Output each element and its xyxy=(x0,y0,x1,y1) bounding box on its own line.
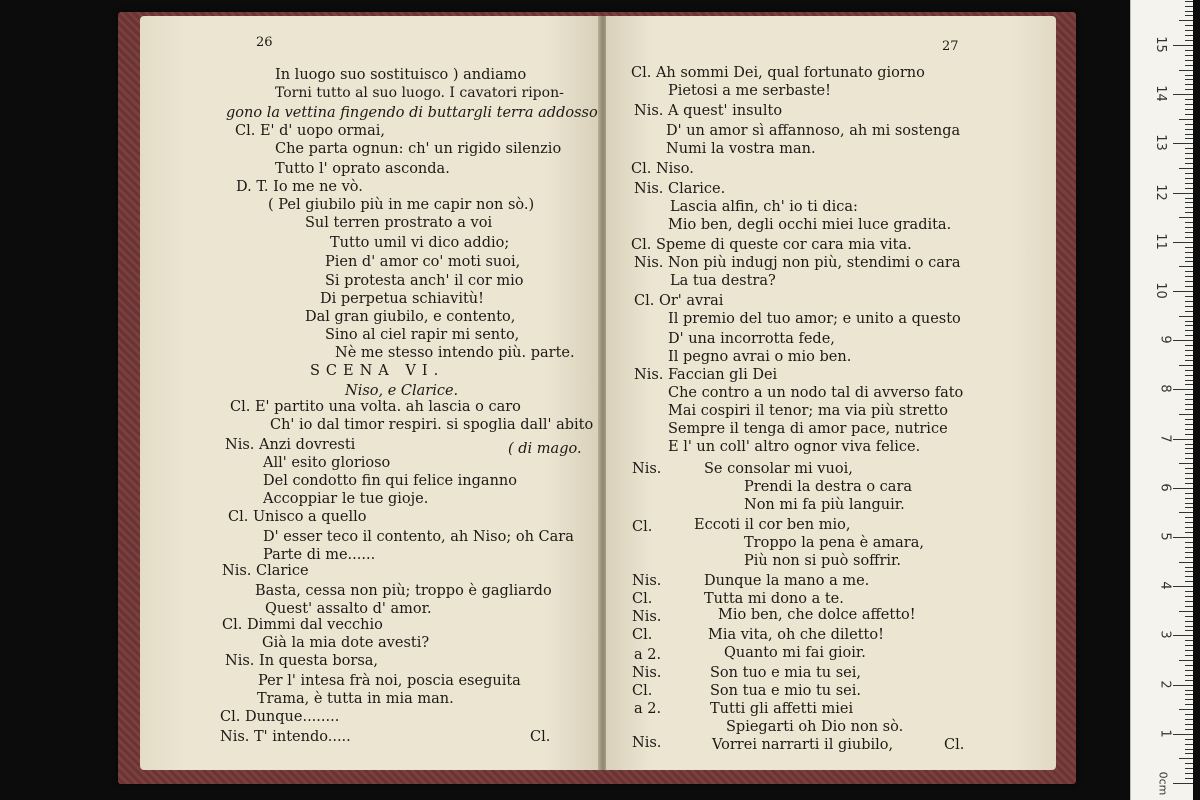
ruler-tick xyxy=(1185,50,1193,51)
text-line: Cl. E' d' uopo ormai, xyxy=(235,123,385,139)
ruler-tick xyxy=(1185,99,1193,100)
ruler-tick xyxy=(1185,163,1193,164)
text-line: Nis. xyxy=(632,609,662,625)
ruler-tick xyxy=(1185,424,1193,425)
ruler-tick xyxy=(1185,89,1193,90)
text-line: Il premio del tuo amor; e unito a questo xyxy=(668,311,961,327)
text-line: Nis. Anzi dovresti xyxy=(225,437,356,453)
text-line: Nis. Clarice xyxy=(222,563,309,579)
text-line: Pietosi a me serbaste! xyxy=(668,83,831,99)
ruler-tick xyxy=(1185,325,1193,326)
ruler-number: 4 xyxy=(1157,581,1173,590)
page-number: 27 xyxy=(942,39,959,54)
ruler-tick xyxy=(1173,734,1193,735)
text-line: Dunque la mano a me. xyxy=(704,573,870,589)
ruler-tick xyxy=(1173,45,1193,46)
ruler-tick xyxy=(1185,330,1193,331)
text-line: Mio ben, che dolce affetto! xyxy=(718,607,916,623)
ruler-tick xyxy=(1185,55,1193,56)
ruler-tick xyxy=(1173,143,1193,144)
ruler-tick xyxy=(1185,473,1193,474)
text-line: Cl. xyxy=(530,729,551,745)
ruler-tick xyxy=(1185,429,1193,430)
text-line: Nè me stesso intendo più. parte. xyxy=(335,345,575,361)
ruler-number: 2 xyxy=(1157,679,1173,689)
ruler-tick xyxy=(1185,591,1193,592)
text-line: Se consolar mi vuoi, xyxy=(704,461,853,477)
text-line: Cl. Unisco a quello xyxy=(228,509,367,525)
ruler-tick xyxy=(1179,660,1193,661)
ruler-tick xyxy=(1185,335,1193,336)
ruler-tick xyxy=(1185,306,1193,307)
ruler-tick xyxy=(1185,360,1193,361)
ruler-number: 14 xyxy=(1153,85,1169,102)
ruler-tick xyxy=(1185,498,1193,499)
ruler-tick xyxy=(1185,212,1193,213)
ruler-tick xyxy=(1173,291,1193,292)
left-page xyxy=(140,16,600,770)
ruler-tick xyxy=(1185,148,1193,149)
text-line: Di perpetua schiavitù! xyxy=(320,291,484,307)
ruler-tick xyxy=(1185,571,1193,572)
ruler-tick xyxy=(1185,6,1193,7)
ruler-tick xyxy=(1185,601,1193,602)
ruler-tick xyxy=(1179,217,1193,218)
ruler-tick xyxy=(1173,242,1193,243)
ruler-number: 13 xyxy=(1153,134,1169,152)
ruler-tick xyxy=(1179,414,1193,415)
text-line: Cl. Niso. xyxy=(631,161,694,177)
text-line: Mia vita, oh che diletto! xyxy=(708,627,884,643)
ruler-tick xyxy=(1185,567,1193,568)
ruler-tick xyxy=(1185,281,1193,282)
text-line: D' esser teco il contento, ah Niso; oh Cara xyxy=(263,529,574,545)
text-line: Cl. xyxy=(944,737,965,753)
ruler-tick xyxy=(1185,25,1193,26)
text-line: Trama, è tutta in mia man. xyxy=(257,691,454,707)
text-line: Non mi fa più languir. xyxy=(744,497,905,513)
ruler-number: 9 xyxy=(1157,335,1173,344)
ruler-tick xyxy=(1185,394,1193,395)
text-line: Cl. xyxy=(632,683,653,699)
ruler-number: 7 xyxy=(1157,433,1173,443)
text-line: D' una incorrotta fede, xyxy=(668,331,835,347)
ruler-tick xyxy=(1185,626,1193,627)
ruler-tick xyxy=(1185,675,1193,676)
ruler-tick xyxy=(1185,311,1193,312)
ruler-tick xyxy=(1173,586,1193,587)
ruler-tick xyxy=(1185,581,1193,582)
ruler-tick xyxy=(1185,134,1193,135)
ruler-number: 6 xyxy=(1157,483,1173,492)
text-line: D. T. Io me ne vò. xyxy=(236,179,363,195)
ruler-tick xyxy=(1179,463,1193,464)
ruler-tick xyxy=(1185,129,1193,130)
ruler-tick xyxy=(1179,70,1193,71)
ruler-tick xyxy=(1185,729,1193,730)
text-line: Nis. Faccian gli Dei xyxy=(634,367,778,383)
ruler-tick xyxy=(1185,158,1193,159)
text-line: Cl. Dimmi dal vecchio xyxy=(222,617,383,633)
ruler-tick xyxy=(1185,468,1193,469)
ruler-tick xyxy=(1173,439,1193,440)
text-line: Eccoti il cor ben mio, xyxy=(694,517,851,533)
ruler-tick xyxy=(1185,84,1193,85)
text-line: Dal gran giubilo, e contento, xyxy=(305,309,516,325)
ruler-tick xyxy=(1185,542,1193,543)
ruler-tick xyxy=(1185,744,1193,745)
ruler-tick xyxy=(1185,478,1193,479)
text-line: Sul terren prostrato a voi xyxy=(305,215,493,231)
ruler-tick xyxy=(1185,11,1193,12)
ruler-number: 11 xyxy=(1153,233,1169,250)
text-line: D' un amor sì affannoso, ah mi sostenga xyxy=(666,123,961,139)
ruler-tick xyxy=(1185,606,1193,607)
ruler-tick xyxy=(1185,409,1193,410)
ruler-tick xyxy=(1185,271,1193,272)
text-line: Parte di me...... xyxy=(263,547,376,563)
ruler-tick xyxy=(1185,124,1193,125)
text-line: Nis. xyxy=(632,665,662,681)
text-line: Il pegno avrai o mio ben. xyxy=(668,349,852,365)
text-line: E l' un coll' altro ognor viva felice. xyxy=(668,439,921,455)
text-line: La tua destra? xyxy=(670,273,776,289)
ruler-tick xyxy=(1185,763,1193,764)
text-line: Che contro a un nodo tal di avverso fato xyxy=(668,385,964,401)
text-line: Son tuo e mia tu sei, xyxy=(710,665,861,681)
text-line: Nis. xyxy=(632,461,662,477)
ruler-tick xyxy=(1179,709,1193,710)
ruler-tick xyxy=(1179,562,1193,563)
text-line: Cl. Or' avrai xyxy=(634,293,724,309)
ruler-tick xyxy=(1185,355,1193,356)
ruler-tick xyxy=(1185,527,1193,528)
right-page xyxy=(606,16,1056,770)
ruler-tick xyxy=(1179,611,1193,612)
text-line: Tutti gli affetti miei xyxy=(710,701,854,717)
ruler-tick xyxy=(1185,690,1193,691)
ruler-tick xyxy=(1185,714,1193,715)
ruler-number: 5 xyxy=(1157,532,1173,541)
text-line: Del condotto fin qui felice inganno xyxy=(263,473,517,489)
ruler-tick xyxy=(1185,153,1193,154)
ruler-tick xyxy=(1179,266,1193,267)
ruler-tick xyxy=(1185,493,1193,494)
ruler-tick xyxy=(1185,576,1193,577)
ruler-tick xyxy=(1185,350,1193,351)
text-line: Nis. xyxy=(632,735,662,751)
text-line: Sempre il tenga di amor pace, nutrice xyxy=(668,421,948,437)
ruler-tick xyxy=(1173,783,1193,784)
ruler-tick xyxy=(1185,444,1193,445)
text-line: Lascia alfin, ch' io ti dica: xyxy=(670,199,858,215)
ruler-tick xyxy=(1185,252,1193,253)
text-line: SCENA VI. xyxy=(310,363,445,379)
text-line: All' esito glorioso xyxy=(263,455,391,471)
ruler-tick xyxy=(1185,778,1193,779)
ruler-tick xyxy=(1185,724,1193,725)
ruler-tick xyxy=(1173,340,1193,341)
ruler-tick xyxy=(1185,301,1193,302)
ruler-tick xyxy=(1185,104,1193,105)
ruler-tick xyxy=(1185,645,1193,646)
ruler-tick xyxy=(1179,316,1193,317)
ruler-tick xyxy=(1185,232,1193,233)
ruler-tick xyxy=(1179,20,1193,21)
ruler-tick xyxy=(1185,60,1193,61)
ruler-tick xyxy=(1185,680,1193,681)
ruler-tick xyxy=(1185,257,1193,258)
text-line: Cl. xyxy=(632,591,653,607)
ruler-tick xyxy=(1173,635,1193,636)
text-line: Cl. Speme di queste cor cara mia vita. xyxy=(631,237,912,253)
text-line: Cl. Dunque........ xyxy=(220,709,340,725)
ruler-tick xyxy=(1179,512,1193,513)
text-line: Son tua e mio tu sei. xyxy=(710,683,861,699)
ruler-number: 10 xyxy=(1153,282,1169,299)
text-line: Mio ben, degli occhi miei luce gradita. xyxy=(668,217,952,233)
ruler-tick xyxy=(1185,532,1193,533)
ruler-tick xyxy=(1185,370,1193,371)
ruler-tick xyxy=(1185,557,1193,558)
ruler-tick xyxy=(1179,758,1193,759)
text-line: Tutto l' oprato asconda. xyxy=(275,161,450,177)
ruler-tick xyxy=(1185,616,1193,617)
text-line: a 2. xyxy=(634,647,662,663)
ruler-tick xyxy=(1185,202,1193,203)
text-line: Pien d' amor co' moti suoi, xyxy=(325,254,521,270)
ruler-number: 3 xyxy=(1157,630,1173,640)
ruler-tick xyxy=(1185,768,1193,769)
ruler-tick xyxy=(1185,65,1193,66)
ruler-tick xyxy=(1185,404,1193,405)
text-line: Quanto mi fai gioir. xyxy=(724,645,866,661)
page-number: 26 xyxy=(256,35,273,50)
ruler-tick xyxy=(1185,739,1193,740)
ruler-tick xyxy=(1185,296,1193,297)
ruler-tick xyxy=(1185,321,1193,322)
ruler-tick xyxy=(1185,35,1193,36)
ruler-tick xyxy=(1173,488,1193,489)
ruler-tick xyxy=(1185,694,1193,695)
ruler-tick xyxy=(1185,261,1193,262)
text-line: a 2. xyxy=(634,701,662,717)
ruler-tick xyxy=(1185,749,1193,750)
ruler-tick xyxy=(1185,345,1193,346)
ruler-tick xyxy=(1185,655,1193,656)
text-line: Cl. xyxy=(632,627,653,643)
ruler-tick xyxy=(1185,178,1193,179)
ruler-tick xyxy=(1185,434,1193,435)
text-line: Niso, e Clarice. xyxy=(345,383,459,399)
text-line: Numi la vostra man. xyxy=(666,141,816,157)
ruler-tick xyxy=(1185,670,1193,671)
text-line: Cl. Ah sommi Dei, qual fortunato giorno xyxy=(631,65,925,81)
ruler-tick xyxy=(1185,773,1193,774)
ruler-tick xyxy=(1185,753,1193,754)
text-line: ( Pel giubilo più in me capir non sò.) xyxy=(268,197,535,213)
ruler-tick xyxy=(1185,419,1193,420)
text-line: Già la mia dote avesti? xyxy=(262,635,430,651)
ruler-tick xyxy=(1185,380,1193,381)
ruler-tick xyxy=(1173,685,1193,686)
ruler-tick xyxy=(1185,114,1193,115)
ruler-tick xyxy=(1185,507,1193,508)
ruler-tick xyxy=(1185,286,1193,287)
ruler-tick xyxy=(1185,704,1193,705)
text-line: Nis. In questa borsa, xyxy=(225,653,379,669)
text-line: Si protesta anch' il cor mio xyxy=(325,273,524,289)
text-line: Mai cospiri il tenor; ma via più stretto xyxy=(668,403,949,419)
ruler-tick xyxy=(1185,247,1193,248)
ruler-tick xyxy=(1185,207,1193,208)
ruler-tick xyxy=(1185,227,1193,228)
text-line: Prendi la destra o cara xyxy=(744,479,913,495)
ruler-tick xyxy=(1185,75,1193,76)
ruler-tick xyxy=(1185,630,1193,631)
text-line: Ch' io dal timor respiri. si spoglia dall' abito xyxy=(270,417,594,433)
text-line: Nis. T' intendo..... xyxy=(220,729,351,745)
text-line: Tutto umil vi dico addio; xyxy=(330,235,510,251)
text-line: Basta, cessa non più; troppo è gagliardo xyxy=(255,583,552,599)
ruler-tick xyxy=(1185,517,1193,518)
ruler-tick xyxy=(1185,1,1193,2)
ruler-tick xyxy=(1185,399,1193,400)
ruler-tick xyxy=(1185,15,1193,16)
ruler-tick xyxy=(1185,138,1193,139)
ruler-tick xyxy=(1185,458,1193,459)
ruler-tick xyxy=(1185,384,1193,385)
text-line: Accoppiar le tue gioje. xyxy=(263,491,429,507)
ruler-tick xyxy=(1185,198,1193,199)
ruler-tick xyxy=(1185,183,1193,184)
ruler-number: 0cm xyxy=(1156,771,1170,796)
ruler-tick xyxy=(1185,596,1193,597)
text-line: Nis. Non più indugj non più, stendimi o cara xyxy=(634,255,961,271)
ruler-tick xyxy=(1185,650,1193,651)
ruler-tick xyxy=(1185,375,1193,376)
ruler-tick xyxy=(1185,40,1193,41)
ruler-tick xyxy=(1185,719,1193,720)
text-line: Per l' intesa frà noi, poscia eseguita xyxy=(258,673,521,689)
ruler-tick xyxy=(1185,621,1193,622)
text-line: Sino al ciel rapir mi sento, xyxy=(325,327,520,343)
ruler-tick xyxy=(1173,193,1193,194)
ruler-tick xyxy=(1185,276,1193,277)
ruler-tick xyxy=(1179,119,1193,120)
text-line: Spiegarti oh Dio non sò. xyxy=(726,719,904,735)
text-line: gono la vettina fingendo di buttargli terra addosso xyxy=(226,105,598,121)
ruler-tick xyxy=(1185,188,1193,189)
ruler-tick xyxy=(1185,665,1193,666)
text-line: Quest' assalto d' amor. xyxy=(265,601,432,617)
ruler-tick xyxy=(1185,522,1193,523)
ruler-tick xyxy=(1185,173,1193,174)
ruler-tick xyxy=(1185,448,1193,449)
ruler-tick xyxy=(1185,237,1193,238)
ruler-number: 15 xyxy=(1153,36,1169,53)
ruler-tick xyxy=(1185,547,1193,548)
text-line: In luogo suo sostituisco ) andiamo xyxy=(275,67,527,83)
ruler-tick xyxy=(1185,640,1193,641)
text-line: Nis. A quest' insulto xyxy=(634,103,783,119)
text-line: ( di mago. xyxy=(508,441,582,457)
text-line: Cl. xyxy=(632,519,653,535)
text-line: Cl. E' partito una volta. ah lascia o caro xyxy=(230,399,521,415)
ruler-tick xyxy=(1185,79,1193,80)
ruler-tick xyxy=(1185,30,1193,31)
text-line: Torni tutto al suo luogo. I cavatori ripon- xyxy=(275,85,564,101)
ruler-tick xyxy=(1185,699,1193,700)
ruler-tick xyxy=(1173,94,1193,95)
ruler-tick xyxy=(1179,168,1193,169)
measuring-ruler xyxy=(1130,0,1193,800)
ruler-tick xyxy=(1185,453,1193,454)
text-line: Che parta ognun: ch' un rigido silenzio xyxy=(275,141,562,157)
text-line: Troppo la pena è amara, xyxy=(744,535,924,551)
ruler-tick xyxy=(1185,483,1193,484)
ruler-number: 12 xyxy=(1153,183,1169,201)
text-line: Nis. xyxy=(632,573,662,589)
text-line: Nis. Clarice. xyxy=(634,181,726,197)
text-line: Più non si può soffrir. xyxy=(744,553,901,569)
ruler-tick xyxy=(1173,389,1193,390)
ruler-number: 1 xyxy=(1157,729,1173,738)
ruler-tick xyxy=(1185,503,1193,504)
text-line: Tutta mi dono a te. xyxy=(704,591,844,607)
ruler-tick xyxy=(1185,222,1193,223)
ruler-number: 8 xyxy=(1157,384,1173,394)
ruler-tick xyxy=(1179,365,1193,366)
text-line: Vorrei narrarti il giubilo, xyxy=(712,737,894,753)
ruler-tick xyxy=(1185,552,1193,553)
ruler-tick xyxy=(1185,109,1193,110)
ruler-tick xyxy=(1173,537,1193,538)
